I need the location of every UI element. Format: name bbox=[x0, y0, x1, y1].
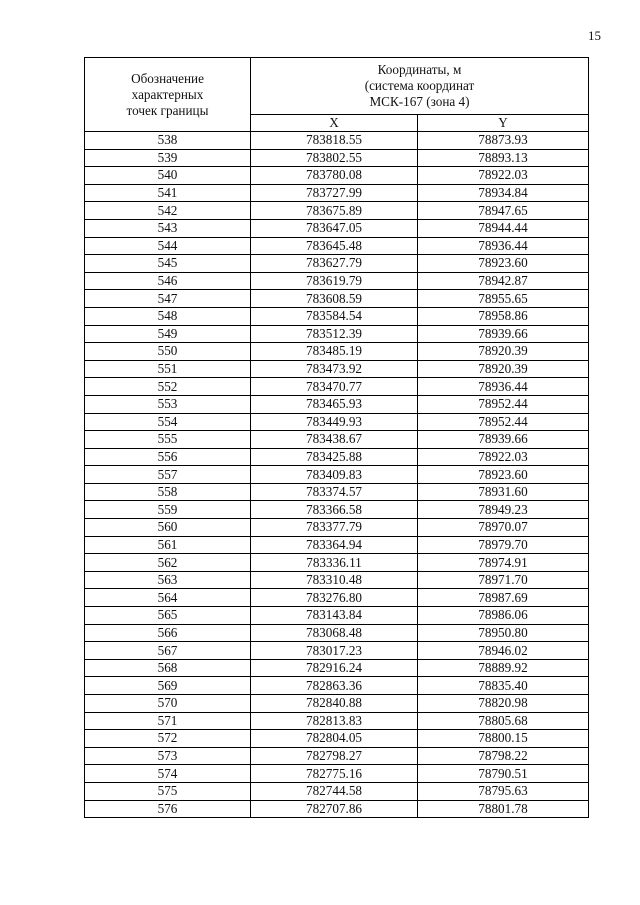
point-cell: 568 bbox=[85, 659, 251, 677]
x-coordinate-cell: 782744.58 bbox=[251, 782, 418, 800]
x-coordinate-cell: 783374.57 bbox=[251, 483, 418, 501]
y-coordinate-cell: 78798.22 bbox=[418, 747, 589, 765]
x-coordinate-cell: 783512.39 bbox=[251, 325, 418, 343]
y-coordinate-cell: 78987.69 bbox=[418, 589, 589, 607]
x-coordinate-cell: 782707.86 bbox=[251, 800, 418, 818]
point-cell: 548 bbox=[85, 307, 251, 325]
y-coordinate-cell: 78946.02 bbox=[418, 642, 589, 660]
table-row bbox=[85, 659, 589, 677]
y-coordinate-cell: 78800.15 bbox=[418, 730, 589, 748]
x-coordinate-cell: 783608.59 bbox=[251, 290, 418, 308]
table-row bbox=[85, 360, 589, 378]
y-coordinate-cell: 78947.65 bbox=[418, 202, 589, 220]
y-coordinate-cell: 78922.03 bbox=[418, 167, 589, 185]
x-coordinate-cell: 783336.11 bbox=[251, 554, 418, 572]
page-number: 15 bbox=[588, 28, 601, 43]
y-coordinate-cell: 78950.80 bbox=[418, 624, 589, 642]
point-cell: 547 bbox=[85, 290, 251, 308]
x-coordinate-cell: 783438.67 bbox=[251, 431, 418, 449]
point-cell: 574 bbox=[85, 765, 251, 783]
x-coordinate-cell: 783645.48 bbox=[251, 237, 418, 255]
table-row bbox=[85, 519, 589, 537]
y-coordinate-cell: 78952.44 bbox=[418, 413, 589, 431]
x-coordinate-cell: 783675.89 bbox=[251, 202, 418, 220]
table-row bbox=[85, 571, 589, 589]
x-coordinate-cell: 783366.58 bbox=[251, 501, 418, 519]
y-coordinate-cell: 78920.39 bbox=[418, 343, 589, 361]
y-column-header: Y bbox=[418, 115, 589, 132]
y-coordinate-cell: 78944.44 bbox=[418, 219, 589, 237]
table-row bbox=[85, 607, 589, 625]
x-coordinate-cell: 783818.55 bbox=[251, 132, 418, 150]
coordinates-table bbox=[84, 57, 589, 818]
coordinates-header bbox=[251, 58, 589, 115]
point-cell: 570 bbox=[85, 695, 251, 713]
x-coordinate-cell: 783485.19 bbox=[251, 343, 418, 361]
x-coordinate-cell: 783727.99 bbox=[251, 184, 418, 202]
point-cell: 557 bbox=[85, 466, 251, 484]
x-coordinate-cell: 783425.88 bbox=[251, 448, 418, 466]
point-cell: 558 bbox=[85, 483, 251, 501]
coordinates-table-body bbox=[85, 132, 589, 818]
y-coordinate-cell: 78986.06 bbox=[418, 607, 589, 625]
y-coordinate-cell: 78790.51 bbox=[418, 765, 589, 783]
y-coordinate-cell: 78971.70 bbox=[418, 571, 589, 589]
y-coordinate-cell: 78920.39 bbox=[418, 360, 589, 378]
point-cell: 561 bbox=[85, 536, 251, 554]
table-row bbox=[85, 184, 589, 202]
x-coordinate-cell: 782916.24 bbox=[251, 659, 418, 677]
y-coordinate-cell: 78795.63 bbox=[418, 782, 589, 800]
x-coordinate-cell: 783409.83 bbox=[251, 466, 418, 484]
point-cell: 549 bbox=[85, 325, 251, 343]
y-coordinate-cell: 78942.87 bbox=[418, 272, 589, 290]
point-cell: 575 bbox=[85, 782, 251, 800]
y-coordinate-cell: 78922.03 bbox=[418, 448, 589, 466]
y-coordinate-cell: 78970.07 bbox=[418, 519, 589, 537]
x-coordinate-cell: 782840.88 bbox=[251, 695, 418, 713]
y-coordinate-cell: 78923.60 bbox=[418, 255, 589, 273]
y-coordinate-cell: 78939.66 bbox=[418, 325, 589, 343]
x-coordinate-cell: 783364.94 bbox=[251, 536, 418, 554]
point-cell: 553 bbox=[85, 395, 251, 413]
coords-header-line: (система координат bbox=[364, 78, 475, 93]
x-coordinate-cell: 783627.79 bbox=[251, 255, 418, 273]
y-coordinate-cell: 78801.78 bbox=[418, 800, 589, 818]
x-coordinate-cell: 783470.77 bbox=[251, 378, 418, 396]
point-designation-header bbox=[85, 58, 251, 132]
y-coordinate-cell: 78974.91 bbox=[418, 554, 589, 572]
table-row bbox=[85, 202, 589, 220]
x-coordinate-cell: 783473.92 bbox=[251, 360, 418, 378]
point-cell: 550 bbox=[85, 343, 251, 361]
point-cell: 551 bbox=[85, 360, 251, 378]
x-coordinate-cell: 782863.36 bbox=[251, 677, 418, 695]
table-row bbox=[85, 624, 589, 642]
y-coordinate-cell: 78936.44 bbox=[418, 378, 589, 396]
y-coordinate-cell: 78936.44 bbox=[418, 237, 589, 255]
table-row bbox=[85, 782, 589, 800]
y-coordinate-cell: 78939.66 bbox=[418, 431, 589, 449]
y-coordinate-cell: 78923.60 bbox=[418, 466, 589, 484]
table-row bbox=[85, 167, 589, 185]
table-row bbox=[85, 255, 589, 273]
x-coordinate-cell: 782798.27 bbox=[251, 747, 418, 765]
x-coordinate-cell: 782804.05 bbox=[251, 730, 418, 748]
coords-header-line: Координаты, м bbox=[377, 62, 462, 77]
x-coordinate-cell: 783377.79 bbox=[251, 519, 418, 537]
y-coordinate-cell: 78820.98 bbox=[418, 695, 589, 713]
x-coordinate-cell: 783780.08 bbox=[251, 167, 418, 185]
point-cell: 540 bbox=[85, 167, 251, 185]
table-row bbox=[85, 501, 589, 519]
x-coordinate-cell: 782775.16 bbox=[251, 765, 418, 783]
x-coordinate-cell: 783276.80 bbox=[251, 589, 418, 607]
table-row bbox=[85, 325, 589, 343]
table-row bbox=[85, 307, 589, 325]
point-cell: 563 bbox=[85, 571, 251, 589]
point-cell: 542 bbox=[85, 202, 251, 220]
table-row bbox=[85, 466, 589, 484]
table-row bbox=[85, 378, 589, 396]
table-row bbox=[85, 483, 589, 501]
table-row bbox=[85, 237, 589, 255]
point-cell: 573 bbox=[85, 747, 251, 765]
point-cell: 562 bbox=[85, 554, 251, 572]
table-row bbox=[85, 395, 589, 413]
point-header-line: точек границы bbox=[126, 102, 209, 118]
point-cell: 538 bbox=[85, 132, 251, 150]
point-cell: 539 bbox=[85, 149, 251, 167]
coords-header-line: МСК-167 (зона 4) bbox=[369, 94, 470, 109]
table-row bbox=[85, 272, 589, 290]
point-cell: 554 bbox=[85, 413, 251, 431]
point-cell: 544 bbox=[85, 237, 251, 255]
x-coordinate-cell: 783584.54 bbox=[251, 307, 418, 325]
table-row bbox=[85, 695, 589, 713]
table-row bbox=[85, 554, 589, 572]
x-coordinate-cell: 783068.48 bbox=[251, 624, 418, 642]
point-cell: 559 bbox=[85, 501, 251, 519]
point-cell: 572 bbox=[85, 730, 251, 748]
table-row bbox=[85, 642, 589, 660]
table-row bbox=[85, 149, 589, 167]
table-row bbox=[85, 589, 589, 607]
table-row bbox=[85, 712, 589, 730]
point-cell: 576 bbox=[85, 800, 251, 818]
y-coordinate-cell: 78955.65 bbox=[418, 290, 589, 308]
table-row bbox=[85, 800, 589, 818]
point-cell: 566 bbox=[85, 624, 251, 642]
point-cell: 560 bbox=[85, 519, 251, 537]
table-row bbox=[85, 132, 589, 150]
x-coordinate-cell: 783465.93 bbox=[251, 395, 418, 413]
point-header-line: характерных bbox=[131, 86, 204, 102]
y-coordinate-cell: 78949.23 bbox=[418, 501, 589, 519]
point-cell: 541 bbox=[85, 184, 251, 202]
point-cell: 569 bbox=[85, 677, 251, 695]
y-coordinate-cell: 78931.60 bbox=[418, 483, 589, 501]
point-cell: 567 bbox=[85, 642, 251, 660]
y-coordinate-cell: 78893.13 bbox=[418, 149, 589, 167]
x-coordinate-cell: 783619.79 bbox=[251, 272, 418, 290]
x-column-header: X bbox=[251, 115, 418, 132]
table-row bbox=[85, 343, 589, 361]
y-coordinate-cell: 78889.92 bbox=[418, 659, 589, 677]
table-row bbox=[85, 290, 589, 308]
point-cell: 565 bbox=[85, 607, 251, 625]
point-cell: 545 bbox=[85, 255, 251, 273]
table-row bbox=[85, 730, 589, 748]
y-coordinate-cell: 78934.84 bbox=[418, 184, 589, 202]
point-cell: 543 bbox=[85, 219, 251, 237]
y-coordinate-cell: 78835.40 bbox=[418, 677, 589, 695]
point-cell: 546 bbox=[85, 272, 251, 290]
point-cell: 571 bbox=[85, 712, 251, 730]
point-cell: 556 bbox=[85, 448, 251, 466]
y-coordinate-cell: 78873.93 bbox=[418, 132, 589, 150]
table-row bbox=[85, 765, 589, 783]
point-cell: 564 bbox=[85, 589, 251, 607]
x-coordinate-cell: 783017.23 bbox=[251, 642, 418, 660]
table-row bbox=[85, 431, 589, 449]
table-row bbox=[85, 536, 589, 554]
point-cell: 555 bbox=[85, 431, 251, 449]
table-row bbox=[85, 413, 589, 431]
y-coordinate-cell: 78979.70 bbox=[418, 536, 589, 554]
table-row bbox=[85, 677, 589, 695]
y-coordinate-cell: 78805.68 bbox=[418, 712, 589, 730]
table-row bbox=[85, 747, 589, 765]
point-header-line: Обозначение bbox=[131, 70, 204, 86]
x-coordinate-cell: 783647.05 bbox=[251, 219, 418, 237]
x-coordinate-cell: 783143.84 bbox=[251, 607, 418, 625]
table-row bbox=[85, 219, 589, 237]
table-row bbox=[85, 448, 589, 466]
point-cell: 552 bbox=[85, 378, 251, 396]
x-coordinate-cell: 783449.93 bbox=[251, 413, 418, 431]
y-coordinate-cell: 78952.44 bbox=[418, 395, 589, 413]
x-coordinate-cell: 783310.48 bbox=[251, 571, 418, 589]
x-coordinate-cell: 783802.55 bbox=[251, 149, 418, 167]
y-coordinate-cell: 78958.86 bbox=[418, 307, 589, 325]
x-coordinate-cell: 782813.83 bbox=[251, 712, 418, 730]
